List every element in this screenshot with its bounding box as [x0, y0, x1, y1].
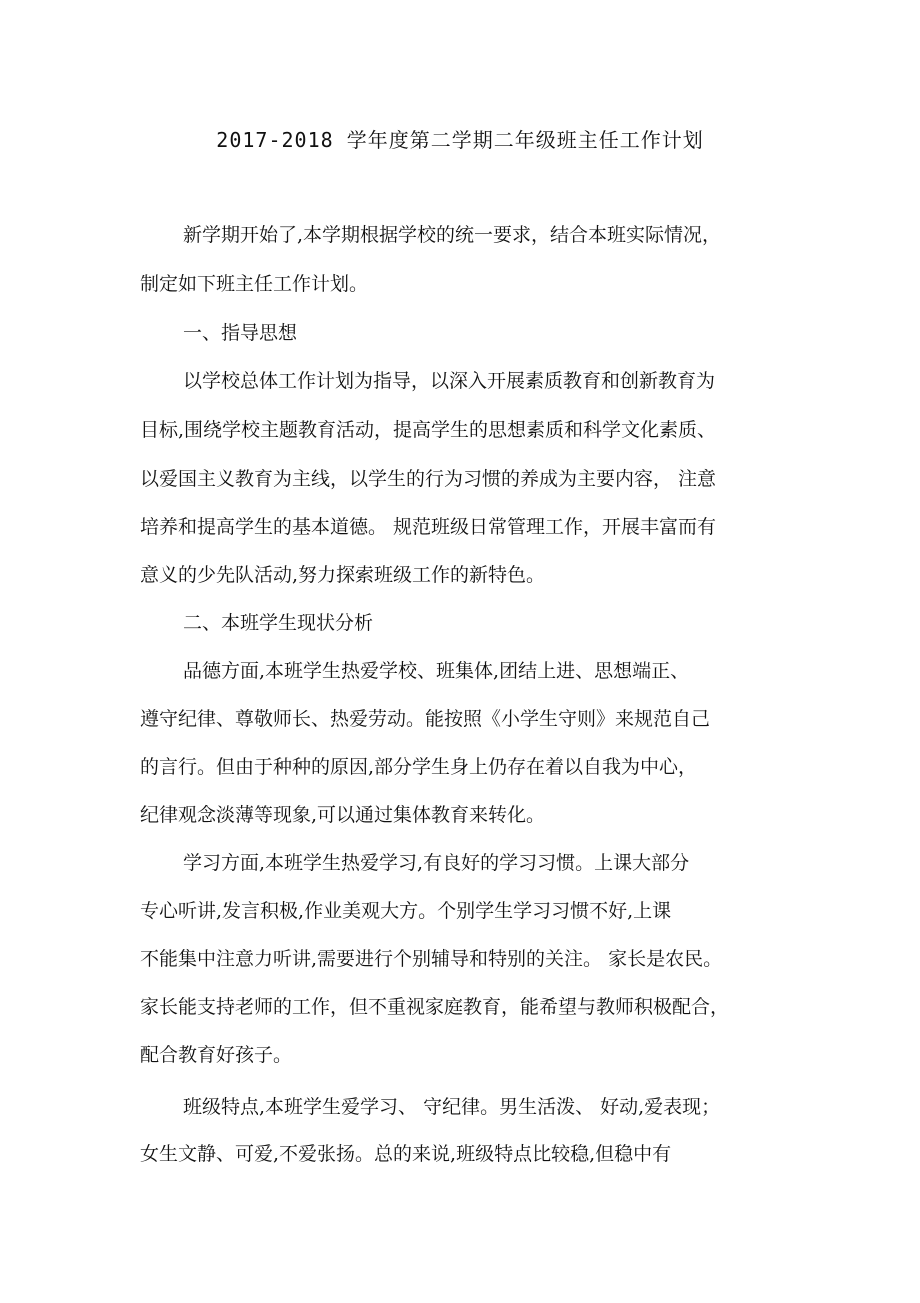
paragraph-line: 专心听讲,发言积极,作业美观大方。个别学生学习习惯不好,上课 — [140, 900, 672, 922]
paragraph-line: 女生文静、可爱,不爱张扬。总的来说,班级特点比较稳,但稳中有 — [140, 1143, 672, 1165]
paragraph-line: 新学期开始了,本学期根据学校的统一要求，结合本班实际情况， — [183, 224, 722, 246]
paragraph-line: 培养和提高学生的基本道德。 规范班级日常管理工作，开展丰富而有 — [140, 516, 717, 538]
paragraph-line: 意义的少先队活动,努力探索班级工作的新特色。 — [140, 564, 546, 586]
paragraph-line: 班级特点,本班学生爱学习、 守纪律。男生活泼、 好动,爱表现； — [183, 1096, 721, 1118]
paragraph-line: 学习方面,本班学生热爱学习,有良好的学习习惯。上课大部分 — [183, 852, 690, 874]
paragraph-line: 的言行。但由于种种的原因,部分学生身上仍存在着以自我为中心， — [140, 756, 698, 778]
paragraph-line: 制定如下班主任工作计划。 — [140, 273, 369, 295]
section-heading-class-analysis: 二、本班学生现状分析 — [183, 612, 374, 634]
paragraph-line: 家长能支持老师的工作，但不重视家庭教育，能希望与教师积极配合， — [140, 996, 730, 1018]
paragraph-line: 配合教育好孩子。 — [140, 1044, 293, 1066]
document-title: 2017-2018 学年度第二学期二年级班主任工作计划 — [216, 128, 704, 152]
section-heading-guiding-thought: 一、指导思想 — [183, 322, 298, 344]
paragraph-line: 纪律观念淡薄等现象,可以通过集体教育来转化。 — [140, 804, 546, 826]
paragraph-line: 以学校总体工作计划为指导，以深入开展素质教育和创新教育为 — [183, 370, 716, 392]
paragraph-line: 以爱国主义教育为主线，以学生的行为习惯的养成为主要内容， 注意 — [140, 468, 717, 490]
paragraph-line: 遵守纪律、尊敬师长、热爱劳动。能按照《小学生守则》来规范自己 — [140, 708, 711, 730]
paragraph-line: 品德方面,本班学生热爱学校、班集体,团结上进、思想端正、 — [183, 660, 690, 682]
paragraph-line: 目标,围绕学校主题教育活动，提高学生的思想素质和科学文化素质、 — [140, 419, 717, 441]
paragraph-line: 不能集中注意力听讲,需要进行个别辅导和特别的关注。 家长是农民。 — [140, 948, 723, 970]
